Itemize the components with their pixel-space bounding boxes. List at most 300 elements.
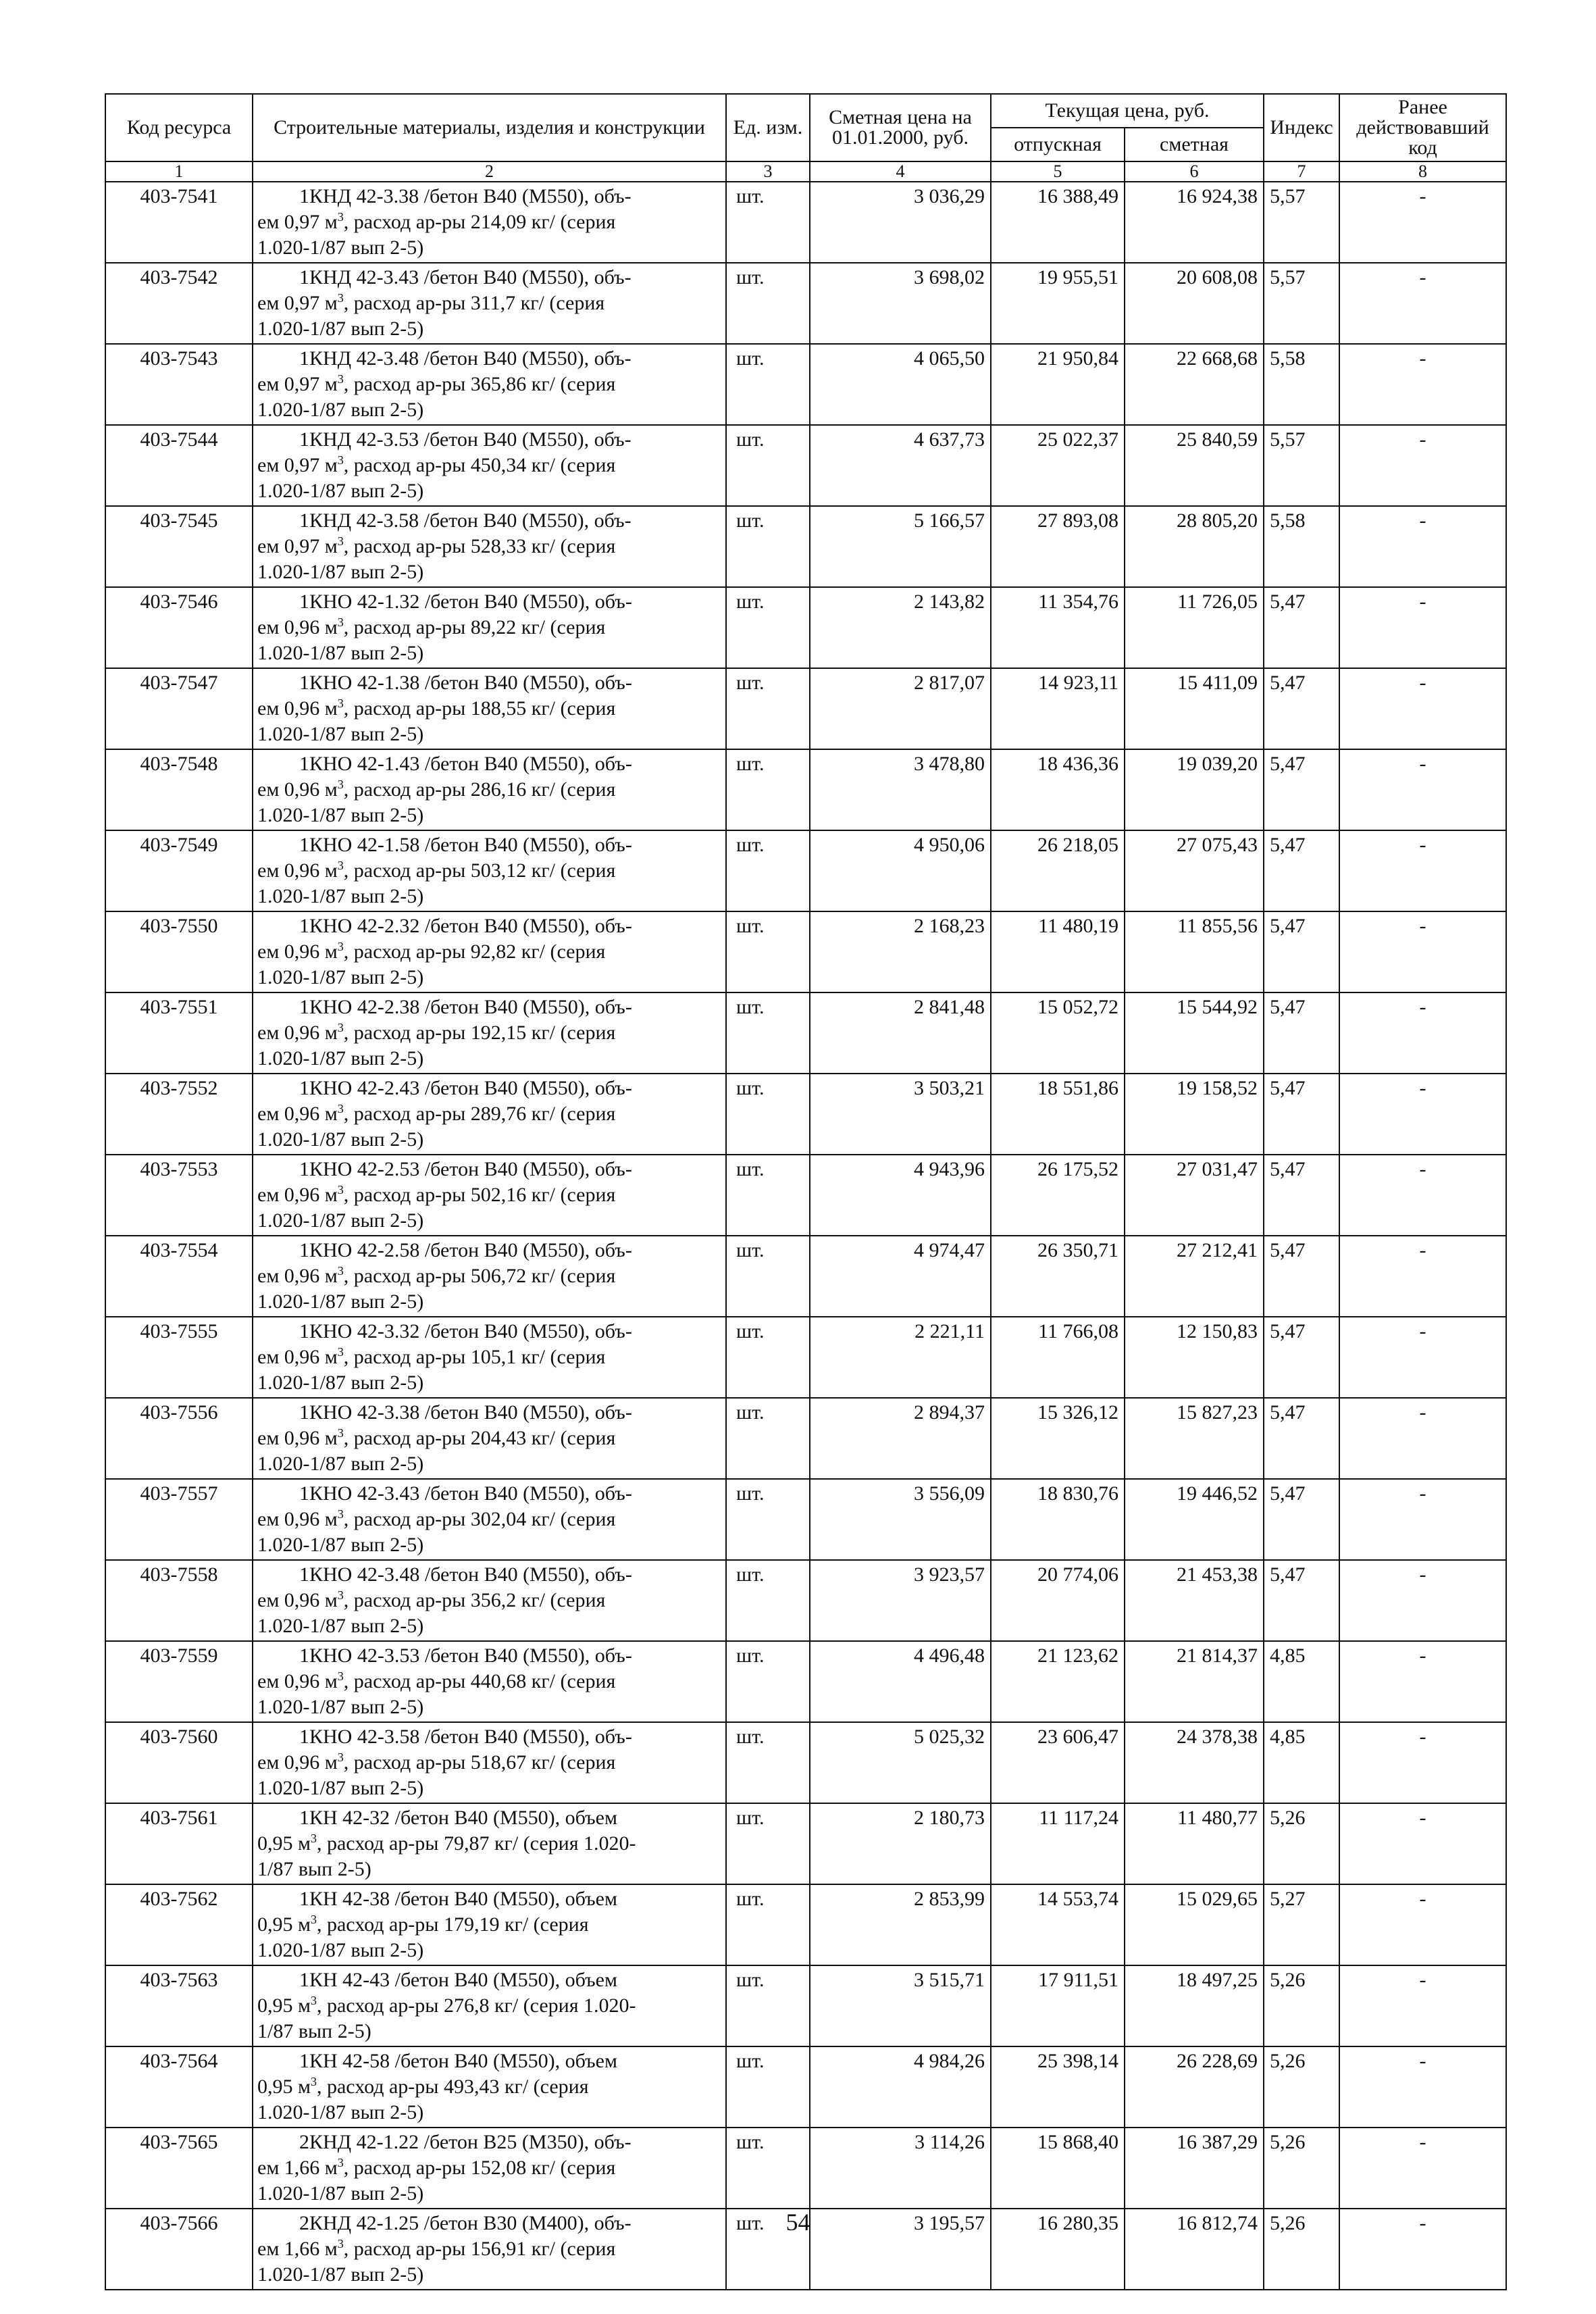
material-description [253, 344, 726, 425]
description-rebar: , расход ар-ры 204,43 кг/ (серия [343, 1427, 616, 1449]
cubic-superscript: 3 [337, 1183, 344, 1197]
release-price-cell: 15 326,12 [991, 1398, 1125, 1479]
previous-code-cell: - [1339, 1236, 1506, 1317]
description-line: 1.020-1/87 вып 2-5) [257, 1777, 424, 1799]
base-price-cell: 3 503,21 [810, 1074, 991, 1155]
index-cell: 5,47 [1264, 1479, 1339, 1560]
index-cell: 5,27 [1264, 1884, 1339, 1965]
description-line: 2КНД 42-1.25 /бетон B30 (M400), объ- [299, 2212, 632, 2234]
cubic-superscript: 3 [337, 1507, 344, 1521]
index-cell: 5,58 [1264, 506, 1339, 587]
header-code: Код ресурса [105, 94, 253, 161]
cubic-superscript: 3 [337, 534, 344, 548]
unit-cell: шт. [726, 2128, 810, 2209]
material-description [253, 1722, 726, 1803]
unit-cell: шт. [726, 749, 810, 830]
cubic-superscript: 3 [337, 940, 344, 953]
table-row [105, 344, 1506, 425]
previous-code-cell: - [1339, 263, 1506, 344]
resource-code: 403-7549 [105, 830, 253, 911]
table-body [105, 161, 1506, 2290]
description-line: 1.020-1/87 вып 2-5) [257, 561, 424, 583]
base-price-cell: 4 943,96 [810, 1155, 991, 1236]
release-price-cell: 11 480,19 [991, 911, 1125, 992]
base-price-cell: 2 180,73 [810, 1803, 991, 1884]
index-cell: 5,47 [1264, 587, 1339, 668]
cubic-superscript: 3 [337, 1102, 344, 1115]
cubic-superscript: 3 [337, 1426, 344, 1440]
description-line: 1КН 42-32 /бетон B40 (M550), объем [299, 1807, 617, 1829]
cubic-superscript: 3 [337, 1751, 344, 1764]
base-price-cell: 3 036,29 [810, 182, 991, 263]
resource-code: 403-7557 [105, 1479, 253, 1560]
material-description [253, 911, 726, 992]
description-line [257, 1020, 720, 1046]
description-volume: ем 0,96 м [257, 1751, 338, 1774]
release-price-cell: 21 950,84 [991, 344, 1125, 425]
description-line: 1КНО 42-2.38 /бетон B40 (M550), объ- [299, 996, 632, 1018]
material-description [253, 1155, 726, 1236]
cubic-superscript: 3 [310, 1832, 317, 1845]
index-cell: 5,26 [1264, 2209, 1339, 2290]
description-rebar: , расход ар-ры 89,22 кг/ (серия [343, 616, 606, 638]
table-row [105, 1722, 1506, 1803]
description-rebar: , расход ар-ры 528,33 кг/ (серия [343, 535, 616, 557]
description-volume: ем 0,96 м [257, 859, 338, 882]
description-rebar: , расход ар-ры 79,87 кг/ (серия 1.020- [316, 1832, 636, 1855]
cubic-superscript: 3 [337, 1345, 344, 1359]
estimate-price-cell: 19 158,52 [1125, 1074, 1264, 1155]
description-line: 1.020-1/87 вып 2-5) [257, 236, 424, 259]
column-number: 1 [105, 161, 253, 182]
material-description [253, 1884, 726, 1965]
table-row [105, 992, 1506, 1074]
unit-cell: шт. [726, 1398, 810, 1479]
cubic-superscript: 3 [337, 1021, 344, 1034]
unit-cell: шт. [726, 506, 810, 587]
resource-code: 403-7558 [105, 1560, 253, 1641]
release-price-cell: 11 117,24 [991, 1803, 1125, 1884]
description-volume: ем 0,96 м [257, 1427, 338, 1449]
release-price-cell: 15 868,40 [991, 2128, 1125, 2209]
previous-code-cell: - [1339, 1884, 1506, 1965]
table-row [105, 182, 1506, 263]
cubic-superscript: 3 [337, 1669, 344, 1683]
description-rebar: , расход ар-ры 156,91 кг/ (серия [343, 2238, 616, 2260]
previous-code-cell: - [1339, 1155, 1506, 1236]
estimate-price-cell: 11 855,56 [1125, 911, 1264, 992]
material-description [253, 587, 726, 668]
column-numbers-row [105, 161, 1506, 182]
cubic-superscript: 3 [310, 1994, 317, 2007]
description-rebar: , расход ар-ры 506,72 кг/ (серия [343, 1265, 616, 1287]
estimate-price-cell: 16 812,74 [1125, 2209, 1264, 2290]
base-price-cell: 3 923,57 [810, 1560, 991, 1641]
description-line: 1.020-1/87 вып 2-5) [257, 642, 424, 664]
resource-code: 403-7552 [105, 1074, 253, 1155]
cubic-superscript: 3 [337, 697, 344, 710]
table-row [105, 911, 1506, 992]
description-line [257, 1426, 720, 1451]
release-price-cell: 11 766,08 [991, 1317, 1125, 1398]
material-description [253, 425, 726, 506]
unit-cell: шт. [726, 1803, 810, 1884]
estimate-price-cell: 11 480,77 [1125, 1803, 1264, 1884]
price-table [105, 93, 1507, 2290]
resource-code: 403-7565 [105, 2128, 253, 2209]
estimate-price-cell: 12 150,83 [1125, 1317, 1264, 1398]
table-row [105, 1560, 1506, 1641]
base-price-cell: 5 025,32 [810, 1722, 991, 1803]
description-volume: ем 0,96 м [257, 1022, 338, 1044]
description-volume: ем 0,97 м [257, 373, 338, 395]
estimate-price-cell: 16 924,38 [1125, 182, 1264, 263]
description-volume: ем 0,96 м [257, 1508, 338, 1530]
material-description [253, 1317, 726, 1398]
previous-code-cell: - [1339, 425, 1506, 506]
table-row [105, 1074, 1506, 1155]
base-price-cell: 4 065,50 [810, 344, 991, 425]
unit-cell: шт. [726, 2209, 810, 2290]
resource-code: 403-7553 [105, 1155, 253, 1236]
unit-cell: шт. [726, 1236, 810, 1317]
previous-code-cell: - [1339, 668, 1506, 749]
description-line [257, 2236, 720, 2262]
description-line: 1КНД 42-3.48 /бетон B40 (M550), объ- [299, 347, 632, 370]
description-line: 1КНО 42-3.58 /бетон B40 (M550), объ- [299, 1726, 632, 1748]
table-row [105, 506, 1506, 587]
index-cell: 5,26 [1264, 1803, 1339, 1884]
base-price-cell: 4 496,48 [810, 1641, 991, 1722]
estimate-price-cell: 28 805,20 [1125, 506, 1264, 587]
unit-cell: шт. [726, 1722, 810, 1803]
description-line [257, 939, 720, 965]
description-line [257, 1831, 720, 1857]
resource-code: 403-7559 [105, 1641, 253, 1722]
material-description [253, 1398, 726, 1479]
estimate-price-cell: 25 840,59 [1125, 425, 1264, 506]
description-volume: ем 0,96 м [257, 1589, 338, 1611]
header-base-price: Сметная цена на 01.01.2000, руб. [810, 94, 991, 161]
table-row [105, 1155, 1506, 1236]
previous-code-cell: - [1339, 1398, 1506, 1479]
header-release-price: отпускная [991, 128, 1125, 161]
description-line: 2КНД 42-1.22 /бетон B25 (M350), объ- [299, 2131, 632, 2153]
resource-code: 403-7564 [105, 2046, 253, 2128]
description-line [257, 291, 720, 316]
description-rebar: , расход ар-ры 311,7 кг/ (серия [343, 292, 605, 314]
estimate-price-cell: 22 668,68 [1125, 344, 1264, 425]
previous-code-cell: - [1339, 1074, 1506, 1155]
description-line: 1КНО 42-3.48 /бетон B40 (M550), объ- [299, 1563, 632, 1586]
previous-code-cell: - [1339, 182, 1506, 263]
description-line: 1.020-1/87 вып 2-5) [257, 2101, 424, 2123]
previous-code-cell: - [1339, 1479, 1506, 1560]
description-line [257, 1507, 720, 1532]
index-cell: 5,47 [1264, 911, 1339, 992]
description-volume: ем 0,96 м [257, 1346, 338, 1368]
resource-code: 403-7543 [105, 344, 253, 425]
material-description [253, 1479, 726, 1560]
resource-code: 403-7556 [105, 1398, 253, 1479]
index-cell: 5,47 [1264, 668, 1339, 749]
resource-code: 403-7566 [105, 2209, 253, 2290]
material-description [253, 1803, 726, 1884]
description-line: 1КН 42-43 /бетон B40 (M550), объем [299, 1969, 617, 1991]
index-cell: 5,26 [1264, 1965, 1339, 2046]
description-rebar: , расход ар-ры 192,15 кг/ (серия [343, 1022, 616, 1044]
description-line: 1.020-1/87 вып 2-5) [257, 1209, 424, 1232]
description-rebar: , расход ар-ры 105,1 кг/ (серия [343, 1346, 606, 1368]
cubic-superscript: 3 [337, 2156, 344, 2169]
description-line: 1КНО 42-1.43 /бетон B40 (M550), объ- [299, 753, 632, 775]
release-price-cell: 20 774,06 [991, 1560, 1125, 1641]
description-rebar: , расход ар-ры 503,12 кг/ (серия [343, 859, 616, 882]
previous-code-cell: - [1339, 830, 1506, 911]
table-row [105, 2128, 1506, 2209]
resource-code: 403-7541 [105, 182, 253, 263]
previous-code-cell: - [1339, 506, 1506, 587]
description-line: 1.020-1/87 вып 2-5) [257, 1372, 424, 1394]
material-description [253, 2046, 726, 2128]
description-line: 1КНД 42-3.58 /бетон B40 (M550), объ- [299, 509, 632, 532]
release-price-cell: 26 350,71 [991, 1236, 1125, 1317]
description-line [257, 1912, 720, 1938]
index-cell: 4,85 [1264, 1722, 1339, 1803]
description-line [257, 209, 720, 235]
unit-cell: шт. [726, 1155, 810, 1236]
description-line: 1.020-1/87 вып 2-5) [257, 723, 424, 745]
unit-cell: шт. [726, 263, 810, 344]
previous-code-cell: - [1339, 1803, 1506, 1884]
description-volume: ем 0,96 м [257, 1184, 338, 1206]
release-price-cell: 18 436,36 [991, 749, 1125, 830]
description-line [257, 615, 720, 640]
material-description [253, 749, 726, 830]
cubic-superscript: 3 [337, 615, 344, 629]
resource-code: 403-7555 [105, 1317, 253, 1398]
description-line: 1КНО 42-2.43 /бетон B40 (M550), объ- [299, 1077, 632, 1099]
header-current-price: Текущая цена, руб. [991, 94, 1264, 128]
description-volume: ем 1,66 м [257, 2157, 338, 2179]
description-volume: ем 0,97 м [257, 535, 338, 557]
description-line: 1КНД 42-3.43 /бетон B40 (M550), объ- [299, 266, 632, 288]
column-number: 7 [1264, 161, 1339, 182]
description-rebar: , расход ар-ры 92,82 кг/ (серия [343, 940, 606, 963]
description-rebar: , расход ар-ры 289,76 кг/ (серия [343, 1103, 616, 1125]
header-name: Строительные материалы, изделия и конструкции [253, 94, 726, 161]
unit-cell: шт. [726, 1884, 810, 1965]
estimate-price-cell: 15 411,09 [1125, 668, 1264, 749]
description-line [257, 1993, 720, 2019]
description-line [257, 1263, 720, 1289]
description-volume: ем 0,96 м [257, 940, 338, 963]
base-price-cell: 4 984,26 [810, 2046, 991, 2128]
base-price-cell: 2 168,23 [810, 911, 991, 992]
release-price-cell: 26 175,52 [991, 1155, 1125, 1236]
description-rebar: , расход ар-ры 214,09 кг/ (серия [343, 211, 616, 233]
release-price-cell: 18 551,86 [991, 1074, 1125, 1155]
estimate-price-cell: 15 544,92 [1125, 992, 1264, 1074]
unit-cell: шт. [726, 911, 810, 992]
material-description [253, 830, 726, 911]
unit-cell: шт. [726, 1317, 810, 1398]
description-line: 1КНД 42-3.53 /бетон B40 (M550), объ- [299, 428, 632, 451]
resource-code: 403-7561 [105, 1803, 253, 1884]
table-row [105, 830, 1506, 911]
cubic-superscript: 3 [337, 2237, 344, 2250]
table-row [105, 1317, 1506, 1398]
unit-cell: шт. [726, 830, 810, 911]
estimate-price-cell: 19 039,20 [1125, 749, 1264, 830]
description-volume: 0,95 м [257, 1994, 311, 2017]
description-line: 1.020-1/87 вып 2-5) [257, 1047, 424, 1070]
description-volume: ем 0,96 м [257, 616, 338, 638]
description-line: 1КНО 42-2.53 /бетон B40 (M550), объ- [299, 1158, 632, 1180]
description-line [257, 858, 720, 884]
description-line [257, 1344, 720, 1370]
description-line: 1КНО 42-3.32 /бетон B40 (M550), объ- [299, 1320, 632, 1342]
table-row [105, 1479, 1506, 1560]
estimate-price-cell: 27 075,43 [1125, 830, 1264, 911]
release-price-cell: 25 022,37 [991, 425, 1125, 506]
cubic-superscript: 3 [337, 1588, 344, 1602]
index-cell: 5,57 [1264, 182, 1339, 263]
cubic-superscript: 3 [337, 372, 344, 386]
cubic-superscript: 3 [337, 859, 344, 872]
estimate-price-cell: 20 608,08 [1125, 263, 1264, 344]
release-price-cell: 14 553,74 [991, 1884, 1125, 1965]
index-cell: 5,26 [1264, 2046, 1339, 2128]
index-cell: 5,57 [1264, 425, 1339, 506]
description-line [257, 1588, 720, 1613]
description-rebar: , расход ар-ры 286,16 кг/ (серия [343, 778, 616, 801]
description-line: 1.020-1/87 вып 2-5) [257, 1615, 424, 1637]
previous-code-cell: - [1339, 1722, 1506, 1803]
release-price-cell: 19 955,51 [991, 263, 1125, 344]
description-volume: ем 0,97 м [257, 454, 338, 476]
table-row [105, 1641, 1506, 1722]
description-line: 1КНД 42-3.38 /бетон B40 (M550), объ- [299, 185, 632, 207]
table-row [105, 2046, 1506, 2128]
description-line: 1.020-1/87 вып 2-5) [257, 399, 424, 421]
header-prev-code: Ранее действовавший код [1339, 94, 1506, 161]
material-description [253, 1641, 726, 1722]
description-line: 1.020-1/87 вып 2-5) [257, 1290, 424, 1313]
header-index: Индекс [1264, 94, 1339, 161]
description-rebar: , расход ар-ры 502,16 кг/ (серия [343, 1184, 616, 1206]
resource-code: 403-7544 [105, 425, 253, 506]
previous-code-cell: - [1339, 2046, 1506, 2128]
base-price-cell: 2 841,48 [810, 992, 991, 1074]
estimate-price-cell: 15 029,65 [1125, 1884, 1264, 1965]
material-description [253, 182, 726, 263]
description-line: 1.020-1/87 вып 2-5) [257, 1453, 424, 1475]
base-price-cell: 2 221,11 [810, 1317, 991, 1398]
unit-cell: шт. [726, 182, 810, 263]
previous-code-cell: - [1339, 911, 1506, 992]
unit-cell: шт. [726, 2046, 810, 2128]
description-volume: 0,95 м [257, 1832, 311, 1855]
column-number: 8 [1339, 161, 1506, 182]
estimate-price-cell: 21 453,38 [1125, 1560, 1264, 1641]
description-volume: ем 0,96 м [257, 697, 338, 720]
table-row [105, 1884, 1506, 1965]
estimate-price-cell: 24 378,38 [1125, 1722, 1264, 1803]
estimate-price-cell: 27 031,47 [1125, 1155, 1264, 1236]
table-row [105, 1236, 1506, 1317]
description-volume: ем 0,97 м [257, 292, 338, 314]
material-description [253, 992, 726, 1074]
description-line [257, 534, 720, 559]
resource-code: 403-7547 [105, 668, 253, 749]
resource-code: 403-7548 [105, 749, 253, 830]
resource-code: 403-7546 [105, 587, 253, 668]
material-description [253, 668, 726, 749]
table-row [105, 263, 1506, 344]
unit-cell: шт. [726, 1479, 810, 1560]
resource-code: 403-7563 [105, 1965, 253, 2046]
description-rebar: , расход ар-ры 365,86 кг/ (серия [343, 373, 616, 395]
unit-cell: шт. [726, 1641, 810, 1722]
material-description [253, 506, 726, 587]
base-price-cell: 3 114,26 [810, 2128, 991, 2209]
estimate-price-cell: 18 497,25 [1125, 1965, 1264, 2046]
index-cell: 4,85 [1264, 1641, 1339, 1722]
description-line [257, 1750, 720, 1776]
header-unit: Ед. изм. [726, 94, 810, 161]
table-row [105, 425, 1506, 506]
description-line [257, 372, 720, 397]
material-description [253, 1560, 726, 1641]
base-price-cell: 3 195,57 [810, 2209, 991, 2290]
material-description [253, 1074, 726, 1155]
previous-code-cell: - [1339, 1560, 1506, 1641]
cubic-superscript: 3 [310, 2075, 317, 2088]
estimate-price-cell: 26 228,69 [1125, 2046, 1264, 2128]
index-cell: 5,47 [1264, 830, 1339, 911]
previous-code-cell: - [1339, 1317, 1506, 1398]
cubic-superscript: 3 [337, 453, 344, 467]
description-line: 1.020-1/87 вып 2-5) [257, 1534, 424, 1556]
index-cell: 5,47 [1264, 1074, 1339, 1155]
material-description [253, 2128, 726, 2209]
description-line: 1.020-1/87 вып 2-5) [257, 1939, 424, 1961]
column-number: 3 [726, 161, 810, 182]
previous-code-cell: - [1339, 344, 1506, 425]
index-cell: 5,47 [1264, 992, 1339, 1074]
base-price-cell: 4 974,47 [810, 1236, 991, 1317]
previous-code-cell: - [1339, 749, 1506, 830]
cubic-superscript: 3 [337, 1264, 344, 1278]
table-row [105, 668, 1506, 749]
previous-code-cell: - [1339, 1965, 1506, 2046]
column-number: 5 [991, 161, 1125, 182]
resource-code: 403-7562 [105, 1884, 253, 1965]
description-line [257, 1101, 720, 1127]
column-number: 6 [1125, 161, 1264, 182]
base-price-cell: 2 853,99 [810, 1884, 991, 1965]
resource-code: 403-7560 [105, 1722, 253, 1803]
previous-code-cell: - [1339, 2128, 1506, 2209]
previous-code-cell: - [1339, 587, 1506, 668]
header-row [105, 94, 1506, 128]
description-rebar: , расход ар-ры 276,8 кг/ (серия 1.020- [316, 1994, 636, 2017]
description-line [257, 777, 720, 803]
estimate-price-cell: 27 212,41 [1125, 1236, 1264, 1317]
previous-code-cell: - [1339, 992, 1506, 1074]
base-price-cell: 2 143,82 [810, 587, 991, 668]
